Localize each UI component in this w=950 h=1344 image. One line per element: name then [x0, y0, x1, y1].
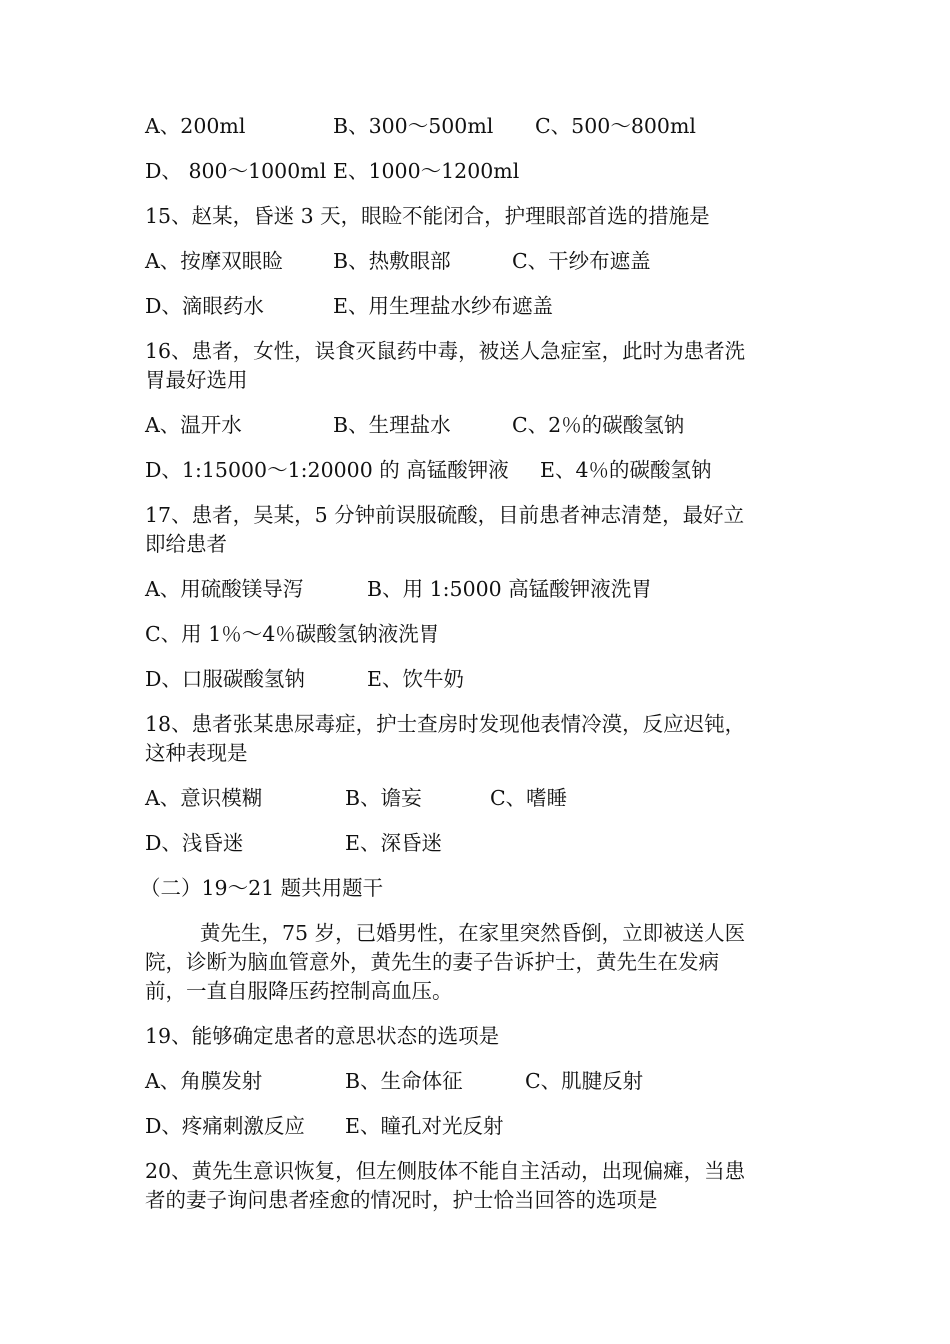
q19-option-e: E、瞳孔对光反射 [345, 1114, 504, 1138]
q18-option-c: C、嗜睡 [490, 786, 568, 810]
q19-option-d: D、疼痛刺激反应 [145, 1114, 305, 1138]
q18-option-b: B、谵妄 [345, 786, 422, 810]
passage-line-2: 院，诊断为脑血管意外，黄先生的妻子告诉护士，黄先生在发病 [145, 950, 719, 974]
q17-option-c: C、用 1％～4％碳酸氢钠液洗胃 [145, 622, 440, 646]
q16-stem-line-2: 胃最好选用 [145, 368, 248, 392]
q15-option-d: D、滴眼药水 [145, 294, 264, 318]
q17-option-a: A、用硫酸镁导泻 [145, 577, 304, 601]
q15-option-a: A、按摩双眼睑 [145, 249, 283, 273]
q19-option-b: B、生命体征 [345, 1069, 463, 1093]
q14-option-e: E、1000～1200ml [333, 159, 520, 183]
q15-stem: 15、赵某，昏迷 3 天，眼睑不能闭合，护理眼部首选的措施是 [145, 204, 710, 228]
q15-option-c: C、干纱布遮盖 [512, 249, 651, 273]
passage-line-3: 前，一直自服降压药控制高血压。 [145, 979, 453, 1003]
q16-option-e: E、4％的碳酸氢钠 [540, 458, 712, 482]
q17-option-e: E、饮牛奶 [367, 667, 464, 691]
q16-option-d: D、1:15000～1:20000 的 高锰酸钾液 [145, 458, 509, 482]
q17-option-d: D、口服碳酸氢钠 [145, 667, 305, 691]
q19-stem: 19、能够确定患者的意思状态的选项是 [145, 1024, 500, 1048]
q16-option-c: C、2％的碳酸氢钠 [512, 413, 685, 437]
q14-option-d: D、 800～1000ml [145, 159, 327, 183]
q14-option-b: B、300～500ml [333, 114, 494, 138]
q17-option-b: B、用 1:5000 高锰酸钾液洗胃 [367, 577, 652, 601]
q18-stem-line-1: 18、患者张某患尿毒症，护士查房时发现他表情冷漠，反应迟钝， [145, 712, 746, 736]
q14-option-a: A、200ml [145, 114, 246, 138]
q14-option-c: C、500～800ml [535, 114, 696, 138]
q17-stem-line-2: 即给患者 [145, 532, 227, 556]
q19-option-a: A、角膜发射 [145, 1069, 263, 1093]
q16-stem-line-1: 16、患者，女性，误食灭鼠药中毒，被送人急症室，此时为患者洗 [145, 339, 746, 363]
q20-stem-line-1: 20、黄先生意识恢复，但左侧肢体不能自主活动，出现偏瘫，当患 [145, 1159, 746, 1183]
q18-stem-line-2: 这种表现是 [145, 741, 248, 765]
q18-option-e: E、深昏迷 [345, 831, 442, 855]
q17-stem-line-1: 17、患者，吴某，5 分钟前误服硫酸，目前患者神志清楚，最好立 [145, 503, 745, 527]
q15-option-b: B、热敷眼部 [333, 249, 451, 273]
q18-option-d: D、浅昏迷 [145, 831, 244, 855]
q20-stem-line-2: 者的妻子询问患者痊愈的情况时，护士恰当回答的选项是 [145, 1188, 658, 1212]
q15-option-e: E、用生理盐水纱布遮盖 [333, 294, 553, 318]
q16-option-a: A、温开水 [145, 413, 242, 437]
section-heading: （二）19～21 题共用题干 [140, 876, 384, 900]
q18-option-a: A、意识模糊 [145, 786, 263, 810]
passage-line-1: 黄先生，75 岁，已婚男性，在家里突然昏倒，立即被送人医 [200, 921, 746, 945]
q19-option-c: C、肌腱反射 [525, 1069, 644, 1093]
q16-option-b: B、生理盐水 [333, 413, 451, 437]
